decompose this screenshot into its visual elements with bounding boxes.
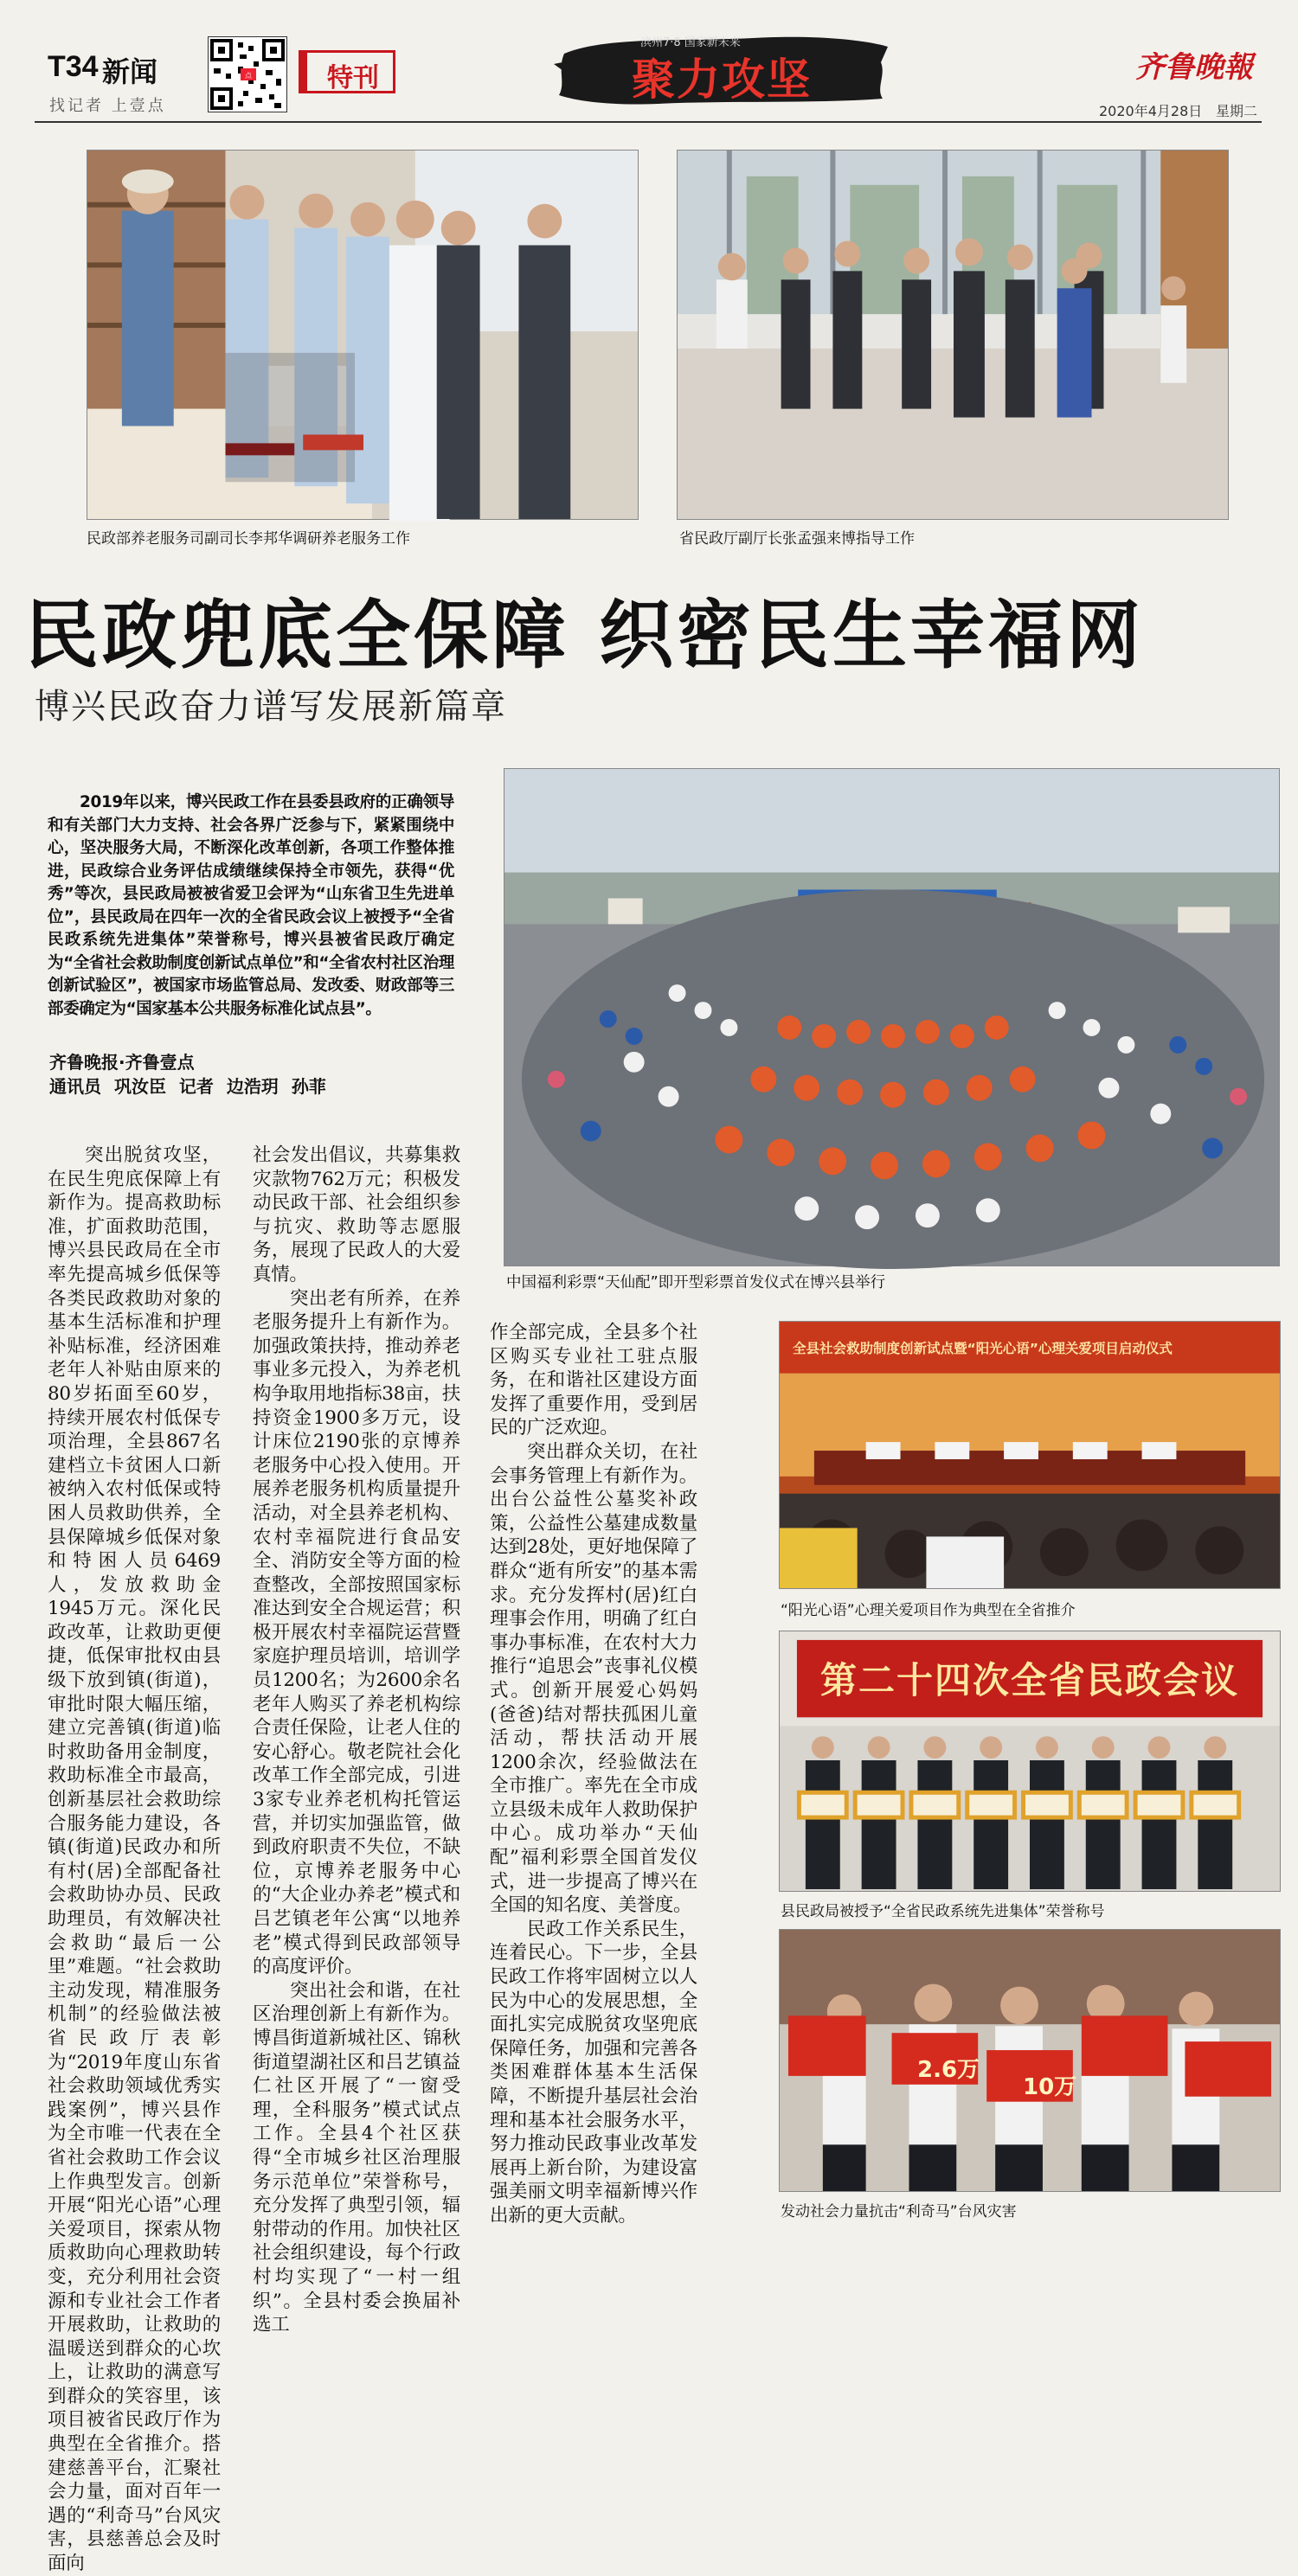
paragraph-relief-tail: 社会发出倡议，共募集救灾款物762万元；积极发动民政干部、社会组织参与抗灾、救助等志愿服务，展现了民政人的大爱真情。	[253, 1144, 460, 1285]
photo6-caption: 发动社会力量抗击“利奇马”台风灾害	[781, 2203, 1017, 2220]
lead-byline: 通讯员 巩汝臣 记者 边浩玥 孙菲	[49, 1076, 326, 1097]
issue-weekday: 星期二	[1216, 103, 1258, 119]
headline-title: 民政兜底全保障 织密民生幸福网	[24, 593, 1144, 679]
photo2-caption: 省民政厅副厅长张孟强来博指导工作	[679, 530, 915, 548]
body-column-2	[253, 1144, 460, 2336]
headline-subtitle: 博兴民政奋力谱写发展新篇章	[35, 687, 507, 727]
banner-title: 聚力攻坚	[632, 54, 812, 105]
paper-logo: 齐鲁晚報	[1135, 50, 1253, 85]
photo-calligraphy-visit	[87, 150, 639, 520]
section-name: 新闻	[102, 55, 158, 88]
page-number: T34	[48, 50, 99, 83]
issue-date: 2020年4月28日	[1099, 103, 1203, 119]
photo5-caption: 县民政局被授予“全省民政系统先进集体”荣誉称号	[781, 1903, 1105, 1920]
photo1-caption: 民政部养老服务司副司长李邦华调研养老服务工作	[87, 530, 410, 548]
tagline: 找记者 上壹点	[49, 97, 166, 115]
donation-sign-a: 2.6万	[917, 2057, 980, 2083]
paragraph-poverty: 突出脱贫攻坚，在民生兜底保障上有新作为。提高救助标准，扩面救助范围，博兴县民政局在全市率先提高城乡低保等各类民政救助对象的基本生活标准和护理补贴标准，经济困难老年人补贴由原来的80岁拓面至60岁，持续开展农村低保专项治理，全县867名建档立卡贫困人口新被纳入农村低保或特困人员救助供养，全县保障城乡低保对象和特困人员6469人，发放救助金1945万元。深化民政改革，让救助更便捷，低保审批权由县级下放到镇(街道)，审批时限大幅压缩，建立完善镇(街道)临时救助备用金制度，救助标准全市最高，创新基层社会救助综合服务能力建设，各镇(街道)民政办和所有村(居)全部配备社会救助协办员、民政助理员，有效解决社会救助“最后一公里”难题。“社会救助主动发现，精准服务机制”的经验做法被省民政厅表彰为“2019年度山东省社会救助领域优秀实践案例”，博兴县作为全市唯一代表在全省社会救助工作会议上作典型发言。创新开展“阳光心语”心理关爱项目，探索从物质救助向心理救助转变，充分利用社会资源和专业社会工作者开展救助，让救助的温暖送到群众的心坎上，让救助的满意写到群众的笑容里，该项目被省民政厅作为典型在全省推介。搭建慈善平台，汇聚社会力量，面对百年一遇的“利奇马”台风灾害，县慈善总会及时面向	[48, 1144, 221, 2575]
paragraph-community: 突出社会和谐，在社区治理创新上有新作为。博昌街道新城社区、锦秋街道望湖社区和吕艺镇益仁社区开展了“一窗受理，全科服务”模式试点工作。全县4个社区获得“全市城乡社区治理服务示范单位”荣誉称号，充分发挥了典型引领，辐射带动的作用。加快社区社会组织建设，每个行政村均实现了“一村一组织”。全县村委会换届补选工	[253, 1979, 460, 2336]
photo-lottery-ceremony	[504, 768, 1280, 1266]
donation-sign-b: 10万	[1023, 2074, 1077, 2100]
photo-sunshine-project	[779, 1321, 1281, 1589]
lead-source: 齐鲁晚报·齐鲁壹点	[49, 1052, 195, 1073]
photo5-banner-text: 第二十四次全省民政会议	[819, 1659, 1239, 1701]
header-rule	[35, 121, 1262, 123]
photo-typhoon-donation	[779, 1929, 1281, 2192]
body-column-3	[490, 1321, 697, 2227]
photo4-caption: “阳光心语”心理关爱项目作为典型在全省推介	[781, 1602, 1076, 1619]
special-label: 特刊	[327, 63, 379, 93]
banner-small: 滨州7·8 国家新未来	[640, 36, 741, 49]
svg-text:点: 点	[245, 72, 252, 80]
paragraph-social-affairs: 突出群众关切，在社会事务管理上有新作为。出台公益性公墓奖补政策，公益性公墓建成数量达到28处，更好地保障了群众“逝有所安”的基本需求。充分发挥村(居)红白理事会作用，明确了红白事办事标准，在农村大力推行“追思会”丧事礼仪模式。创新开展爱心妈妈(爸爸)结对帮扶孤困儿童活动，帮扶活动开展1200余次，经验做法在全市推广。率先在全市成立县级未成年人救助保护中心。成功举办“天仙配”福利彩票全国首发仪式，进一步提高了博兴在全国的知名度、美誉度。	[490, 1440, 697, 1917]
qr-code[interactable]	[208, 36, 287, 112]
photo3-caption: 中国福利彩票“天仙配”即开型彩票首发仪式在博兴县举行	[506, 1274, 886, 1291]
paragraph-elderly-care: 突出老有所养，在养老服务提升上有新作为。加强政策扶持，推动养老事业多元投入，为养老机构争取用地指标38亩，扶持资金1900多万元，设计床位2190张的京博养老服务中心投入使用。开展养老服务机构质量提升活动，对全县养老机构、农村幸福院进行食品安全、消防安全等方面的检查整改，全部按照国家标准达到安全合规运营；积极开展农村幸福院运营暨家庭护理员培训，培训学员1200名；为2600余名老年人购买了养老机构综合责任保险，让老人住的安心舒心。敬老院社会化改革工作全部完成，引进3家专业养老机构托管运营，并切实加强监管，做到政府职责不失位，不缺位，京博养老服务中心的“大企业办养老”模式和吕艺镇老年公寓“以地养老”模式得到民政部领导的高度评价。	[253, 1287, 460, 1978]
lead-paragraph: 2019年以来，博兴民政工作在县委县政府的正确领导和有关部门大力支持、社会各界广泛参与下，紧紧围绕中心，坚决服务大局，不断深化改革创新，各项工作整体推进，民政综合业务评估成绩继续保持全市领先，获得“优秀”等次，县民政局被被省爱卫会评为“山东省卫生先进单位”，县民政局在四年一次的全省民政会议上被授予“全省民政系统先进集体”荣誉称号，博兴县被省民政厅确定为“全省社会救助制度创新试点单位”和“全省农村社区治理创新试验区”，被国家市场监管总局、发改委、财政部等三部委确定为“国家基本公共服务标准化试点县”。	[48, 793, 454, 1018]
photo-provincial-visit	[677, 150, 1229, 520]
body-column-1	[48, 1144, 221, 2575]
paragraph-outlook: 民政工作关系民生，连着民心。下一步，全县民政工作将牢固树立以人民为中心的发展思想，全面扎实完成脱贫攻坚兜底保障任务，加强和完善各类困难群体基本生活保障，不断提升基层社会治理和基本社会服务水平，努力推动民政事业改革发展再上新台阶，为建设富强美丽文明幸福新博兴作出新的更大贡献。	[490, 1918, 697, 2227]
paragraph-community-tail: 作全部完成，全县多个社区购买专业社工驻点服务，在和谐社区建设方面发挥了重要作用，受到居民的广泛欢迎。	[490, 1322, 697, 1439]
photo4-banner-text: 全县社会救助制度创新试点暨“阳光心语”心理关爱项目启动仪式	[793, 1341, 1173, 1356]
